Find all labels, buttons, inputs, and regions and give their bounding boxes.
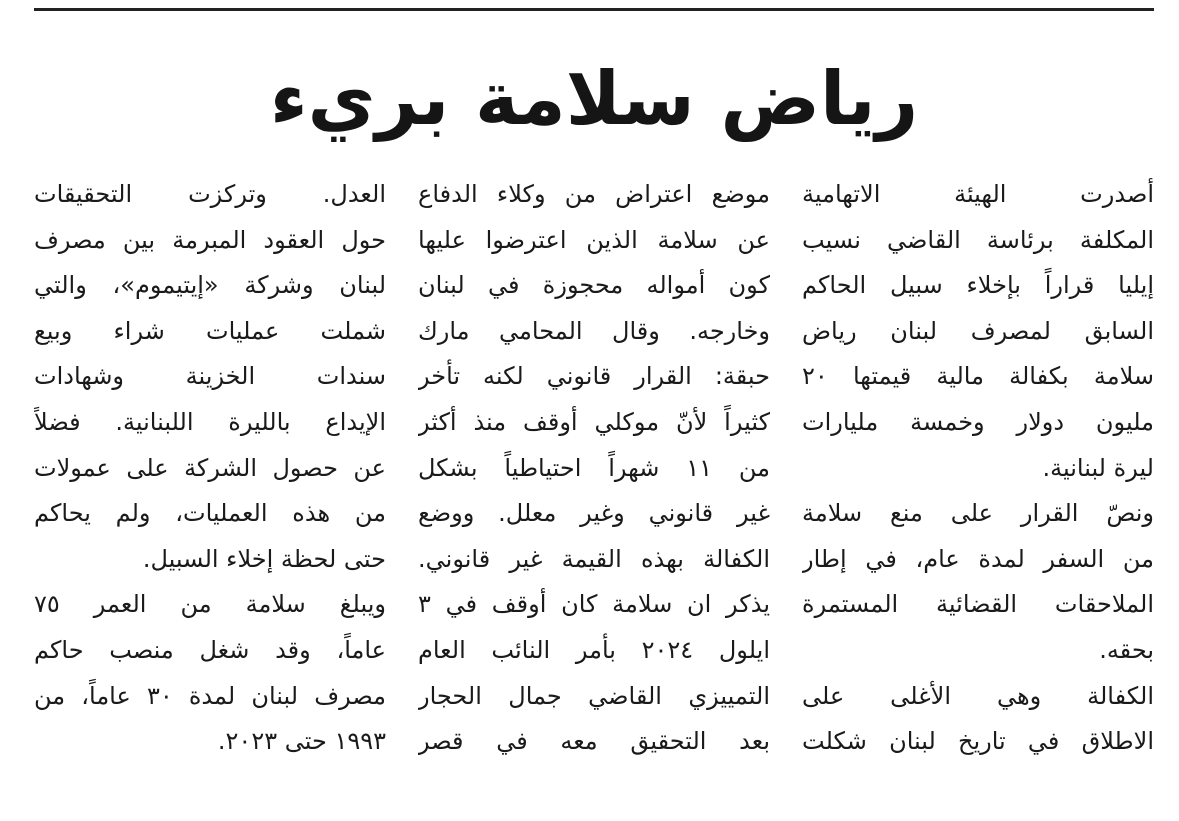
article-column-2 — [418, 172, 770, 765]
text-line: الملاحقات القضائية المستمرة — [802, 590, 1154, 619]
text-line: حبقة: القرار قانوني لكنه تأخر — [418, 362, 770, 391]
text-line: أصدرت الهيئة الاتهامية — [802, 180, 1154, 208]
text-line: السابق لمصرف لبنان رياض — [802, 316, 1154, 345]
text-line: ايلول ٢٠٢٤ بأمر النائب العام — [418, 635, 770, 664]
text-line: العدل. وتركزت التحقيقات — [34, 180, 386, 208]
text-line: ١٩٩٣ حتى ٢٠٢٣. — [217, 727, 386, 756]
text-line: بحقه. — [1099, 635, 1154, 664]
text-line: إيليا قراراً بإخلاء سبيل الحاكم — [802, 271, 1154, 300]
text-line: عن حصول الشركة على عمولات — [34, 453, 386, 482]
text-line: مصرف لبنان لمدة ٣٠ عاماً، من — [34, 681, 386, 710]
text-line: الإيداع بالليرة اللبنانية. فضلاً — [34, 407, 386, 436]
text-line: ونصّ القرار على منع سلامة — [802, 499, 1154, 528]
text-line: وخارجه. وقال المحامي مارك — [418, 316, 770, 345]
text-line: الكفالة وهي الأغلى على — [802, 681, 1154, 710]
top-rule — [34, 8, 1154, 11]
text-line: غير قانوني وغير معلل. ووضع — [418, 499, 770, 528]
text-line: كثيراً لأنّ موكلي أوقف منذ أكثر — [418, 407, 770, 436]
article-column-1 — [802, 172, 1154, 765]
text-line: المكلفة برئاسة القاضي نسيب — [802, 225, 1154, 254]
text-line: من السفر لمدة عام، في إطار — [802, 544, 1154, 573]
text-line: من ١١ شهراً احتياطياً بشكل — [418, 453, 770, 482]
text-line: لبنان وشركة «إيتيموم»، والتي — [34, 271, 386, 300]
text-line: الكفالة بهذه القيمة غير قانوني. — [418, 544, 770, 573]
text-line: حتى لحظة إخلاء السبيل. — [142, 544, 386, 573]
text-line: شملت عمليات شراء وبيع — [34, 316, 386, 345]
text-line: يذكر ان سلامة كان أوقف في ٣ — [418, 590, 770, 619]
text-line: حول العقود المبرمة بين مصرف — [34, 225, 386, 254]
text-line: التمييزي القاضي جمال الحجار — [418, 681, 770, 710]
text-line: ليرة لبنانية. — [1042, 453, 1154, 482]
article-column-3 — [34, 172, 386, 765]
text-line: موضع اعتراض من وكلاء الدفاع — [418, 180, 770, 208]
text-line: الاطلاق في تاريخ لبنان شكلت — [802, 727, 1154, 756]
article-headline: رياض سلامة بريء — [269, 56, 919, 142]
text-line: سلامة بكفالة مالية قيمتها ٢٠ — [802, 362, 1154, 391]
text-line: عن سلامة الذين اعترضوا عليها — [418, 225, 770, 254]
text-line: عاماً، وقد شغل منصب حاكم — [34, 635, 386, 664]
text-line: مليون دولار وخمسة مليارات — [802, 407, 1154, 436]
text-line: كون أمواله محجوزة في لبنان — [418, 271, 770, 300]
text-line: بعد التحقيق معه في قصر — [418, 727, 770, 756]
text-line: ويبلغ سلامة من العمر ٧٥ — [34, 590, 386, 619]
text-line: من هذه العمليات، ولم يحاكم — [34, 499, 386, 528]
text-line: سندات الخزينة وشهادات — [34, 362, 386, 391]
